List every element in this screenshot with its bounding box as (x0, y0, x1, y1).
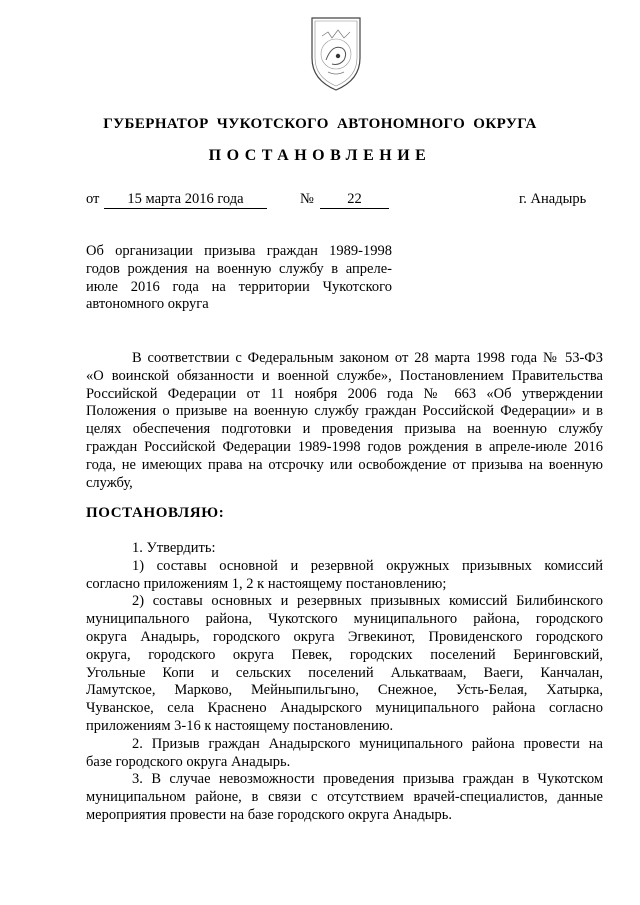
document-subject (86, 243, 392, 314)
document-type: ПОСТАНОВЛЕНИЕ (208, 147, 432, 164)
item-line: приложениям 3-16 к настоящему постановлению. (86, 717, 394, 734)
item-line: 3. В случае невозможности проведения призыва граждан в Чукотском (132, 771, 603, 788)
subject-line: Об организации призыва граждан 1989-1998 (86, 243, 392, 259)
preamble-line: Российской Федерации от 11 ноября 2006 года № 663 «Об утверждении (86, 385, 603, 402)
preamble-line: года, не имеющих права на отсрочку или освобождение от призыва на военную (86, 456, 603, 473)
preamble-line: В соответствии с Федеральным законом от 28 марта 1998 года № 53-ФЗ (132, 350, 603, 366)
item-line: 1. Утвердить: (132, 540, 216, 556)
preamble (86, 350, 603, 492)
subject-line: июле 2016 года на территории Чукотского (86, 278, 392, 295)
item-line: муниципальном районе, в связи с отсутствием врачей-специалистов, данные (86, 789, 603, 806)
coat-of-arms-emblem (306, 14, 366, 94)
decree-items (86, 540, 603, 825)
preamble-line: службу, (86, 474, 133, 491)
document-number: 22 (320, 191, 389, 209)
item-line: Чуванское, села Краснено Анадырского муниципального района согласно (86, 700, 603, 717)
item-line: округа, городского округа Певек, городских поселений Беринговский, (86, 646, 603, 663)
subject-line: годов рождения на военную службу в апреле- (86, 260, 392, 277)
city: г. Анадырь (519, 191, 587, 207)
item-line: 2) составы основных и резервных призывных комиссий Билибинского (132, 593, 603, 610)
item-line: Ламутское, Марково, Мейныпильгыно, Снежное, Усть-Белая, Хатырка, (86, 682, 603, 699)
item-line: мероприятия провести на базе городского округа Анадырь. (86, 806, 452, 823)
issuer-title: ГУБЕРНАТОР ЧУКОТСКОГО АВТОНОМНОГО ОКРУГА (103, 116, 537, 132)
item-line: согласно приложениям 1, 2 к настоящему постановлению; (86, 575, 447, 592)
document-date: 15 марта 2016 года (104, 191, 267, 209)
item-line: Угольные Копи и сельских поселений Алькатваам, Ваеги, Канчалан, (86, 664, 603, 681)
preamble-line: «О воинской обязанности и военной службе», Постановлением Правительства (86, 367, 603, 384)
item-line: округа Анадырь, городского округа Эгвекинот, Провиденского городского (86, 628, 603, 645)
subject-line: автономного округа (86, 296, 209, 313)
decree-heading: ПОСТАНОВЛЯЮ: (86, 505, 225, 521)
date-prefix: от (86, 191, 100, 207)
preamble-line: граждан Российской Федерации 1989-1998 годов рождения в апреле-июле 2016 (86, 438, 603, 455)
preamble-line: целях обеспечения подготовки и проведения призыва на военную службу (86, 421, 603, 438)
item-line: муниципального района, Чукотского муниципального района, городского (86, 611, 603, 628)
preamble-line: Положения о призыве на военную службу граждан Российской Федерации» и в (86, 403, 603, 420)
item-line: базе городского округа Анадырь. (86, 753, 291, 770)
item-line: 1) составы основной и резервной окружных призывных комиссий (132, 557, 603, 574)
item-line: 2. Призыв граждан Анадырского муниципального района провести на (132, 735, 603, 752)
number-prefix: № (300, 191, 314, 207)
